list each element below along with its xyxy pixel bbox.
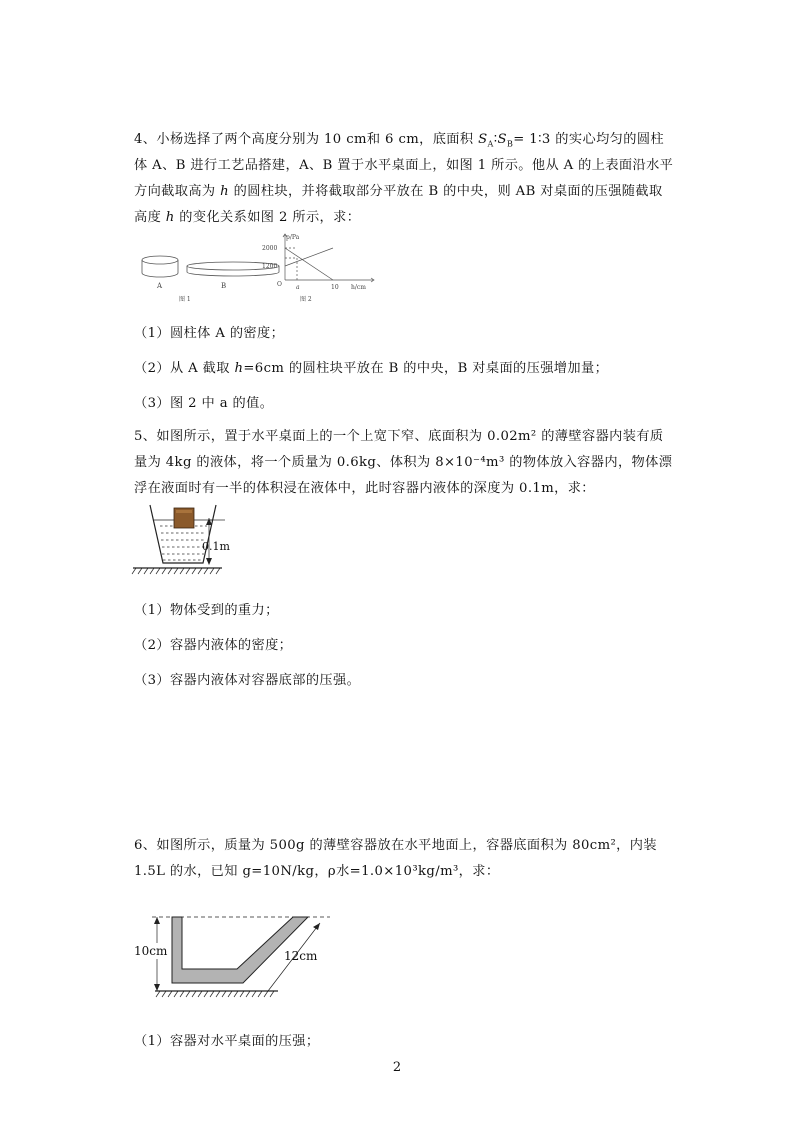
q4-text-line1: 4、小杨选择了两个高度分别为 10 cm和 6 cm，底面积 $S_A∶S_B=$ 1∶3 的实心均匀的圆柱 — [134, 132, 665, 149]
label-a: A — [157, 282, 163, 290]
q5-text-line2: 量为 4kg 的液体，将一个质量为 0.6kg、体积为 8×10⁻⁴m³ 的物体放入容器内，物体漂 — [134, 455, 673, 470]
q6-text-line1: 6、如图所示，质量为 500g 的薄壁容器放在水平地面上，容器底面积为 80cm²，内装 — [134, 838, 657, 853]
q6-container-figure — [130, 905, 340, 1000]
q4-sub2: （2）从 A 截取 h=6cm 的圆柱块平放在 B 的中央，B 对桌面的压强增加量； — [134, 361, 609, 376]
pressure-graph — [283, 234, 374, 282]
caption-fig2: 图 2 — [300, 296, 312, 303]
q6-sub1: （1）容器对水平桌面的压强； — [134, 1034, 320, 1049]
q5-text-line3: 浮在液面时有一半的体积浸在液体中，此时容器内液体的深度为 0.1m，求： — [134, 481, 595, 496]
q4-text-line2: 体 A、B 进行工艺品搭建，A、B 置于水平桌面上，如图 1 所示。他从 A 的上表面沿水平 — [134, 158, 674, 173]
q4-figure — [135, 228, 395, 306]
q5-text-line1: 5、如图所示，置于水平桌面上的一个上宽下窄、底面积为 0.02m² 的薄壁容器内装有质 — [134, 429, 664, 444]
q4-sub3: （3）图 2 中 a 的值。 — [134, 396, 274, 411]
page-number: 2 — [392, 1060, 402, 1075]
caption-fig1: 图 1 — [179, 296, 191, 303]
cylinder-a — [142, 256, 178, 277]
q5-sub1: （1）物体受到的重力； — [134, 603, 279, 618]
x-axis-label: h/cm — [351, 284, 366, 291]
height-label-10cm: 10cm — [134, 944, 168, 958]
q4-text-line3: 方向截取高为 h 的圆柱块，并将截取部分平放在 B 的中央，则 AB 对桌面的压强随截取 — [134, 184, 663, 199]
ground-hatching — [132, 568, 220, 574]
y-axis-label: p/Pa — [286, 234, 300, 241]
q4-sub1: （1）圆柱体 A 的密度； — [134, 326, 285, 341]
q6-text-line2: 1.5L 的水，已知 g=10N/kg，ρ水=1.0×10³kg/m³，求： — [134, 864, 500, 879]
q5-sub3: （3）容器内液体对容器底部的压强。 — [134, 673, 361, 688]
q5-sub2: （2）容器内液体的密度； — [134, 638, 293, 653]
depth-label: 0.1m — [202, 540, 230, 553]
y-tick-1200: 1200 — [262, 263, 278, 270]
x-tick-a: a — [296, 284, 300, 291]
block-grain — [176, 510, 192, 513]
ground-hatching — [156, 991, 274, 997]
y-tick-2000: 2000 — [262, 245, 278, 252]
height-label-12cm: 12cm — [284, 949, 318, 963]
label-b: B — [221, 282, 227, 290]
x-tick-10: 10 — [331, 284, 339, 291]
origin-label: O — [277, 281, 282, 288]
q5-container-figure — [130, 500, 230, 580]
q4-text-line4: 高度 h 的变化关系如图 2 所示，求： — [134, 210, 361, 225]
